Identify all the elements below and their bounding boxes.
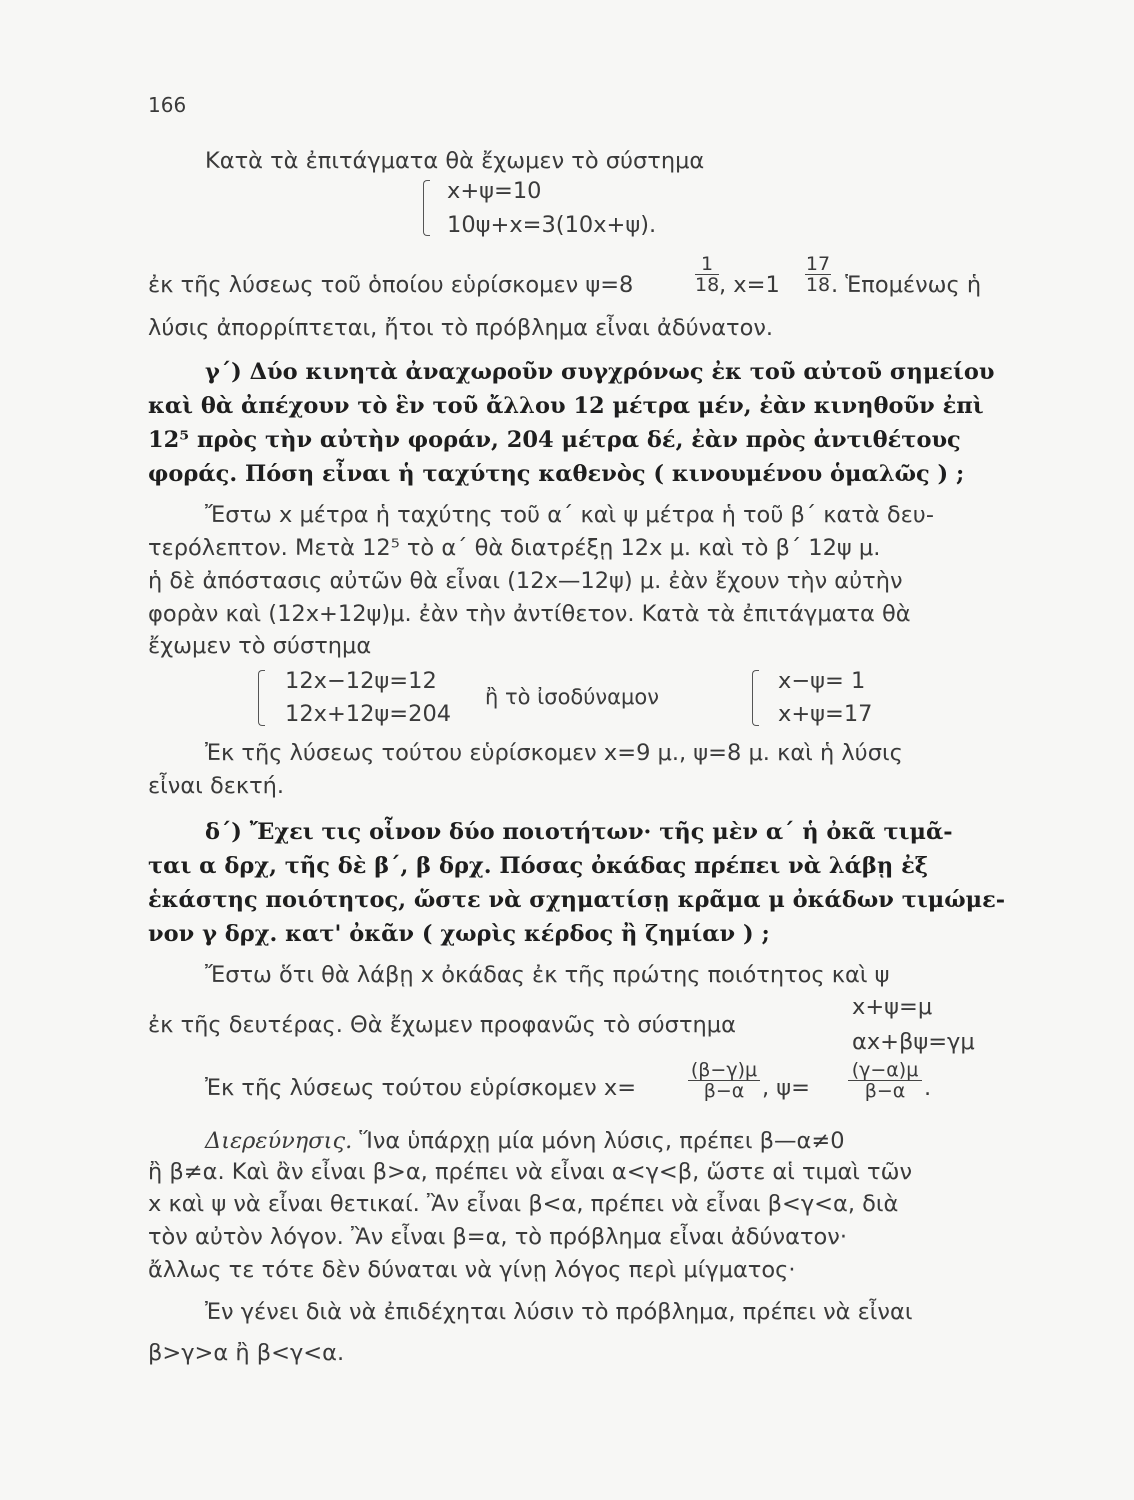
- text-line: Ἔστω ὅτι θὰ λάβῃ x ὀκάδας ἐκ τῆς πρώτης ποιότητος καὶ ψ: [205, 962, 890, 988]
- text-line: Ἐκ τῆς λύσεως τούτου εὑρίσκομεν x=9 μ., ψ=8 μ. καὶ ἡ λύσις: [205, 740, 903, 766]
- text-line: . Ἑπομένως ἡ: [831, 272, 982, 298]
- text-line: εἶναι δεκτή.: [148, 773, 285, 799]
- problem-gamma: φοράς. Πόση εἶναι ἡ ταχύτης καθενὸς ( κινουμένου ὁμαλῶς ) ;: [148, 461, 965, 487]
- problem-delta: ἑκάστης ποιότητος, ὥστε νὰ σχηματίσῃ κρᾶμα μ ὀκάδων τιμώμε-: [148, 887, 1006, 913]
- equation: 10ψ+x=3(10x+ψ).: [447, 212, 657, 238]
- problem-gamma: 12⁵ πρὸς τὴν αὐτὴν φοράν, 204 μέτρα δέ, ἐὰν πρὸς ἀντιθέτους: [148, 427, 961, 453]
- system-brace: [423, 180, 430, 236]
- system-brace: [752, 670, 759, 726]
- italic-heading: Διερεύνησις.: [205, 1128, 353, 1154]
- text-line: τὸν αὐτὸν λόγον. Ἂν εἶναι β=α, τὸ πρόβλημα εἶναι ἀδύνατον·: [148, 1224, 847, 1250]
- text-line: β>γ>α ἢ β<γ<α.: [148, 1340, 345, 1366]
- text-line: φορὰν καὶ (12x+12ψ)μ. ἐὰν τὴν ἀντίθετον. Κατὰ τὰ ἐπιτάγματα θὰ: [148, 601, 911, 627]
- problem-delta: ται α δρχ, τῆς δὲ β΄, β δρχ. Πόσας ὀκάδας πρέπει νὰ λάβῃ ἐξ: [148, 853, 929, 879]
- fraction: (γ−α)μ β−α: [848, 1060, 922, 1101]
- equation: x−ψ= 1: [778, 668, 866, 694]
- equation: 12x+12ψ=204: [285, 701, 452, 727]
- text-line: x καὶ ψ νὰ εἶναι θετικαί. Ἂν εἶναι β<α, πρέπει νὰ εἶναι β<γ<α, διὰ: [148, 1191, 899, 1217]
- equation: x+ψ=μ: [852, 994, 933, 1020]
- text-line: λύσις ἀπορρίπτεται, ἤτοι τὸ πρόβλημα εἶναι ἀδύνατον.: [148, 315, 774, 341]
- fraction: (β−γ)μ β−α: [688, 1060, 760, 1101]
- fraction: 1 18: [695, 253, 720, 296]
- text-line: , ψ=: [762, 1075, 810, 1101]
- text-line: ἡ δὲ ἀπόστασις αὐτῶν θὰ εἶναι (12x—12ψ) μ. ἐὰν ἔχουν τὴν αὐτὴν: [148, 568, 903, 594]
- text-line: ἢ τὸ ἰσοδύναμον: [485, 685, 659, 709]
- problem-gamma: γ΄) Δύο κινητὰ ἀναχωροῦν συγχρόνως ἐκ τοῦ αὐτοῦ σημείου: [205, 359, 995, 385]
- text-span: Ἵνα ὑπάρχῃ μία μόνη λύσις, πρέπει β—α≠0: [352, 1128, 845, 1154]
- text-line: ἄλλως τε τότε δὲν δύναται νὰ γίνῃ λόγος περὶ μίγματος·: [148, 1257, 796, 1283]
- text-line: [205, 1126, 845, 1156]
- text-line: τερόλεπτον. Μετὰ 12⁵ τὸ α΄ θὰ διατρέξῃ 12x μ. καὶ τὸ β΄ 12ψ μ.: [148, 535, 881, 561]
- system-brace: [258, 670, 265, 726]
- equation: αx+βψ=γμ: [852, 1029, 975, 1055]
- text-line: ἐκ τῆς λύσεως τοῦ ὁποίου εὑρίσκομεν ψ=8: [148, 272, 634, 298]
- text-line: .: [924, 1075, 932, 1101]
- text-line: Ἐν γένει διὰ νὰ ἐπιδέχηται λύσιν τὸ πρόβλημα, πρέπει νὰ εἶναι: [205, 1299, 913, 1325]
- text-line: ἔχωμεν τὸ σύστημα: [148, 633, 372, 659]
- text-line: Ἔστω x μέτρα ἡ ταχύτης τοῦ α΄ καὶ ψ μέτρα ἡ τοῦ β΄ κατὰ δευ-: [205, 502, 934, 528]
- problem-gamma: καὶ θὰ ἀπέχουν τὸ ἓν τοῦ ἄλλου 12 μέτρα μέν, ἐὰν κινηθοῦν ἐπὶ: [148, 393, 984, 419]
- text-line: , x=1: [719, 272, 780, 298]
- text-line: ἐκ τῆς δευτέρας. Θὰ ἔχωμεν προφανῶς τὸ σύστημα: [148, 1012, 736, 1038]
- equation: 12x−12ψ=12: [285, 668, 437, 694]
- text-line: Ἐκ τῆς λύσεως τούτου εὑρίσκομεν x=: [205, 1075, 637, 1101]
- equation: x+ψ=17: [778, 701, 873, 727]
- text-line: ἢ β≠α. Καὶ ἂν εἶναι β>α, πρέπει νὰ εἶναι α<γ<β, ὥστε αἱ τιμαὶ τῶν: [148, 1159, 913, 1185]
- problem-delta: δ΄) Ἔχει τις οἶνον δύο ποιοτήτων· τῆς μὲν α΄ ἡ ὀκᾶ τιμᾶ-: [205, 819, 953, 845]
- equation: x+ψ=10: [447, 178, 542, 204]
- page-number: 166: [148, 93, 187, 117]
- fraction: 17 18: [805, 253, 831, 296]
- text-line: Κατὰ τὰ ἐπιτάγματα θὰ ἔχωμεν τὸ σύστημα: [205, 148, 705, 174]
- problem-delta: νον γ δρχ. κατ' ὀκᾶν ( χωρὶς κέρδος ἢ ζημίαν ) ;: [148, 921, 770, 947]
